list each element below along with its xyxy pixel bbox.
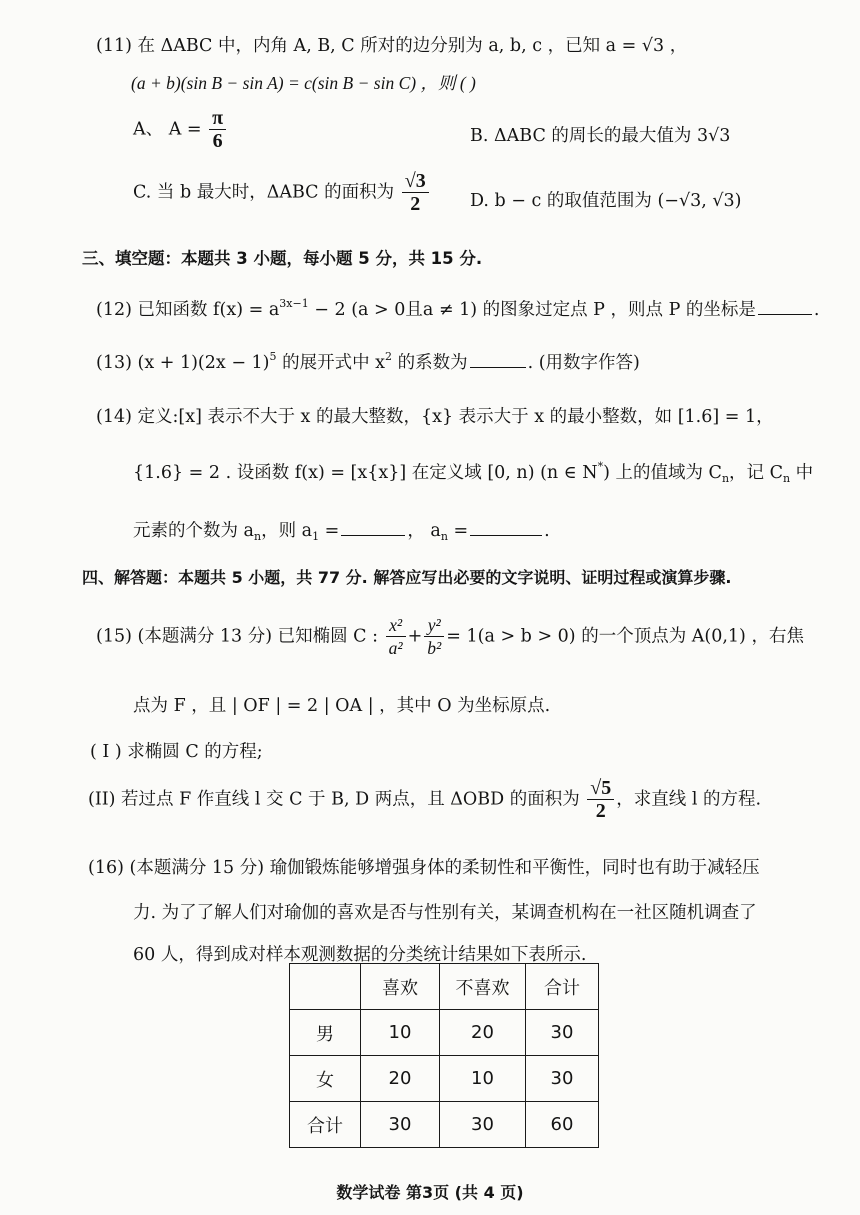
table-cell: 30 xyxy=(440,1102,526,1148)
table-header-cell: 合计 xyxy=(526,964,599,1010)
q11-stem2: (a + b)(sin B − sin A) = c(sin B − sin C) ，则 ( ) xyxy=(131,73,476,93)
table-cell: 男 xyxy=(290,1010,361,1056)
q16-line1: (16) (本题满分 15 分) 瑜伽锻炼能够增强身体的柔韧性和平衡性，同时也有助于减轻压 xyxy=(88,858,760,878)
q11-option-c-fraction xyxy=(402,170,429,215)
q11-option-d-text: D. b − c 的取值范围为 (−√3, √3) xyxy=(470,191,742,211)
q12-text2: − 2 (a > 0且a ≠ 1) 的图象过定点 P ，则点 P 的坐标是 xyxy=(308,300,756,320)
q14-line2-d: 中 xyxy=(790,463,814,483)
table-header-cell: 不喜欢 xyxy=(440,964,526,1010)
q13-text2: 的展开式中 x xyxy=(276,353,386,373)
table-cell: 30 xyxy=(361,1102,440,1148)
q14-line2 xyxy=(133,461,813,485)
q14-line2-b: ) 上的值域为 C xyxy=(603,463,722,483)
q13-exponent: 5 xyxy=(269,350,277,363)
q12-exponent: 3x−1 xyxy=(279,297,309,310)
q15-line2: 点为 F ，且 | OF | = 2 | OA | ，其中 O 为坐标原点. xyxy=(133,696,551,716)
q11-label: (11) xyxy=(96,36,132,56)
q14-line3-e: = xyxy=(447,521,469,541)
q16-line3: 60 人，得到成对样本观测数据的分类统计结果如下表所示. xyxy=(133,945,587,965)
q15-line1 xyxy=(96,614,804,659)
q15-part2-num: √5 xyxy=(590,777,612,799)
q14-line2-sub: n xyxy=(721,472,730,485)
q15-part2 xyxy=(88,777,761,822)
q14-line2-a: {1.6} = 2 . 设函数 f(x) = [x{x}] 在定义域 [0, n) (n ∈ N xyxy=(133,463,598,483)
q15-part2-a: (II) 若过点 F 作直线 l 交 C 于 B, D 两点，且 ΔOBD 的面积为 xyxy=(88,789,580,810)
q11-option-b-text: B. ΔABC 的周长的最大值为 3√3 xyxy=(470,126,731,146)
table-header-cell: 喜欢 xyxy=(361,964,440,1010)
q16-line2: 力. 为了了解人们对瑜伽的喜欢是否与性别有关，某调查机构在一社区随机调查了 xyxy=(133,903,757,923)
q11-option-a xyxy=(133,107,228,152)
page-footer: 数学试卷 第3页 (共 4 页) xyxy=(336,1183,524,1202)
table-header-row xyxy=(290,964,599,1010)
q14-answer-blank-an xyxy=(470,517,542,536)
q11-option-c-denominator: 2 xyxy=(402,192,429,215)
q14-line3-sub: n xyxy=(254,530,262,543)
q14-line3-b: ，则 a xyxy=(261,521,313,541)
q11-option-c xyxy=(133,170,431,215)
table-cell: 合计 xyxy=(290,1102,361,1148)
table-row xyxy=(290,1010,599,1056)
table-cell: 20 xyxy=(440,1010,526,1056)
q15-part1: ( I ) 求椭圆 C 的方程; xyxy=(90,742,263,762)
table-cell: 30 xyxy=(526,1010,599,1056)
q11-option-a-denominator: 6 xyxy=(209,129,226,152)
table-header-cell xyxy=(290,964,361,1010)
q15-plus: + xyxy=(407,626,423,647)
q11-option-a-fraction xyxy=(209,107,226,152)
q14-line3-d: ， a xyxy=(407,521,441,541)
q14-line2-sub2: n xyxy=(782,472,791,485)
q15-fraction-y-num: y² xyxy=(427,615,441,635)
q11-option-b xyxy=(470,124,730,148)
q11-option-a-prefix: A、 A = xyxy=(133,119,202,140)
q14-line3-sub3: n xyxy=(440,530,448,543)
q15-part2-den: 2 xyxy=(587,799,614,822)
q14-answer-blank-a1 xyxy=(341,517,405,536)
q11-stem1: 在 ΔABC 中，内角 A, B, C 所对的边分别为 a, b, c ，已知 a = √3 ， xyxy=(137,36,688,56)
survey-table xyxy=(289,963,599,1148)
q15-tail: = 1(a > b > 0) 的一个顶点为 A(0,1) ，右焦 xyxy=(446,626,804,647)
table-cell: 30 xyxy=(526,1056,599,1102)
q14-line3-a: 元素的个数为 a xyxy=(133,521,254,541)
q14-line1: (14) 定义:[x] 表示不大于 x 的最大整数，{x} 表示大于 x 的最小整数，如 [1.6] = 1， xyxy=(96,407,774,427)
q13-answer-blank xyxy=(470,349,526,368)
q15-fraction-x-num: x² xyxy=(389,615,403,635)
section3-heading: 三、填空题：本题共 3 小题，每小题 5 分，共 15 分. xyxy=(82,249,483,268)
table-cell: 女 xyxy=(290,1056,361,1102)
q13-text: (13) (x + 1)(2x − 1) xyxy=(96,353,270,373)
table-row xyxy=(290,1056,599,1102)
q11-option-c-numerator: √3 xyxy=(404,170,426,192)
q11-option-d xyxy=(470,189,741,213)
q11-option-a-numerator: π xyxy=(212,107,224,129)
q12-line xyxy=(96,296,820,322)
q13-exponent2: 2 xyxy=(385,350,393,363)
q12-end: . xyxy=(813,300,820,320)
q14-line3-sub2: 1 xyxy=(312,530,320,543)
section4-heading: 四、解答题：本题共 5 小题，共 77 分. 解答应写出必要的文字说明、证明过程或演算步骤. xyxy=(82,568,732,587)
table-cell: 20 xyxy=(361,1056,440,1102)
q11-stem-line2 xyxy=(131,71,476,95)
table-cell: 10 xyxy=(361,1010,440,1056)
table-cell: 10 xyxy=(440,1056,526,1102)
q15-fraction-y xyxy=(424,614,444,659)
q14-line2-c: ，记 C xyxy=(729,463,783,483)
q11-stem-line1 xyxy=(96,34,687,58)
q15-fraction-y-den: b² xyxy=(424,636,444,659)
q15-fraction-x-den: a² xyxy=(386,636,406,659)
table-row xyxy=(290,1102,599,1148)
q11-option-c-prefix: C. 当 b 最大时，ΔABC 的面积为 xyxy=(133,182,395,203)
q13-end: . (用数字作答) xyxy=(527,353,640,373)
q13-text3: 的系数为 xyxy=(392,353,468,373)
q14-line3-end: . xyxy=(544,521,550,541)
q13-line xyxy=(96,349,640,375)
q15-part2-b: ，求直线 l 的方程. xyxy=(616,789,762,810)
q12-text: (12) 已知函数 f(x) = a xyxy=(96,300,280,320)
q12-answer-blank xyxy=(758,296,812,315)
table-cell: 60 xyxy=(526,1102,599,1148)
q15-lead: (15) (本题满分 13 分) 已知椭圆 C : xyxy=(96,626,379,647)
q15-part2-fraction xyxy=(587,777,614,822)
q14-line3-c: = xyxy=(319,521,340,541)
q14-line3 xyxy=(133,517,550,543)
q14-line2-sup: * xyxy=(597,460,604,473)
q15-fraction-x xyxy=(386,614,406,659)
